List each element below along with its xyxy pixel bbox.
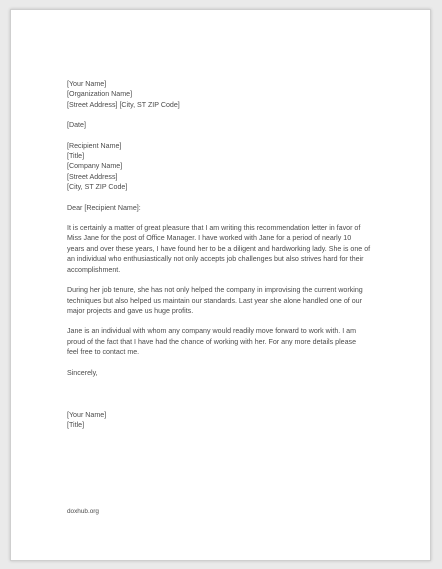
closing: Sincerely, <box>67 368 98 377</box>
letter-content <box>67 79 385 431</box>
body-paragraph-3 <box>67 326 385 357</box>
body-paragraph-2 <box>67 285 385 316</box>
body-line: proud of the fact that I have had the chance of working with her. For any more details please <box>67 337 357 346</box>
letter-page <box>10 9 431 561</box>
sender-block <box>67 79 385 110</box>
footer-source: doxhub.org <box>67 508 99 515</box>
sender-name: [Your Name] <box>67 80 107 88</box>
body-line: Miss Jane for the post of Office Manager. I have worked with Jane for a period of nearly 10 <box>67 234 352 243</box>
letter-date: [Date] <box>67 121 86 130</box>
body-line: It is certainly a matter of great pleasure that I am writing this recommendation letter in favor of <box>67 224 361 233</box>
salutation: Dear [Recipient Name]: <box>67 203 141 212</box>
body-line: feel free to contact me. <box>67 348 140 357</box>
sender-organization: [Organization Name] <box>67 90 133 99</box>
body-line: an individual who enthusiastically not only accepts job challenges but also strives hard for their <box>67 255 364 264</box>
body-line: major projects and gave us huge profits. <box>67 306 194 315</box>
signature-title: [Title] <box>67 421 85 430</box>
recipient-company: [Company Name] <box>67 162 123 171</box>
recipient-street: [Street Address] <box>67 172 118 181</box>
body-line: Jane is an individual with whom any company would readily move forward to work with. I am <box>67 327 357 336</box>
body-line: years and over these years, I have found her to be a diligent and hardworking lady. She is one of <box>67 244 371 253</box>
sender-address: [Street Address] [City, ST ZIP Code] <box>67 100 180 109</box>
signature-block <box>67 410 385 431</box>
recipient-block <box>67 141 385 193</box>
recipient-title: [Title] <box>67 152 85 161</box>
body-paragraph-1 <box>67 223 385 275</box>
body-line: During her job tenure, she has not only helped the company in improvising the current working <box>67 286 363 295</box>
recipient-name: [Recipient Name] <box>67 141 122 150</box>
body-line: techniques but also helped us maintain our standards. Last year she alone handled one of our <box>67 296 362 305</box>
recipient-city: [City, ST ZIP Code] <box>67 183 128 192</box>
body-line: accomplishment. <box>67 265 121 274</box>
signature-name: [Your Name] <box>67 410 107 419</box>
